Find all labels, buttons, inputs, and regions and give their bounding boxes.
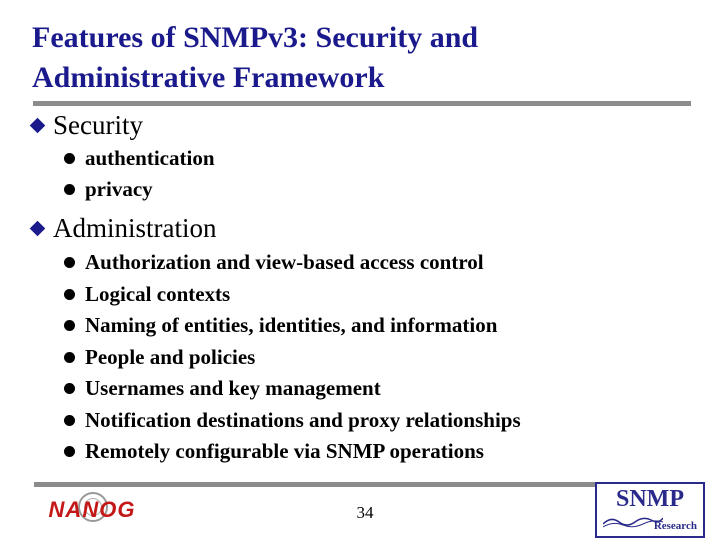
bullet-item <box>64 344 255 370</box>
dot-bullet-icon <box>64 320 75 331</box>
footer-divider <box>34 482 600 487</box>
research-logo-text: Research <box>653 520 697 532</box>
dot-bullet-icon <box>64 446 75 457</box>
bullet-item <box>64 375 381 401</box>
snmp-research-logo <box>595 482 705 538</box>
bullet-item-label: privacy <box>85 176 153 201</box>
bullet-item <box>64 249 484 275</box>
dot-bullet-icon <box>64 153 75 164</box>
bullet-item-label: Remotely configurable via SNMP operations <box>85 438 484 463</box>
bullet-item <box>64 438 484 464</box>
bullet-item-label: Usernames and key management <box>85 375 381 400</box>
bullet-item-label: Logical contexts <box>85 281 231 306</box>
bullet-item-label: People and policies <box>85 344 256 369</box>
dot-bullet-icon <box>64 352 75 363</box>
bullet-item <box>64 407 521 433</box>
bullet-item <box>64 281 230 307</box>
bullet-item-label: Naming of entities, identities, and information <box>85 312 498 337</box>
dot-bullet-icon <box>64 184 75 195</box>
slide-title-line2: Administrative Framework <box>32 61 385 94</box>
dot-bullet-icon <box>64 415 75 426</box>
diamond-bullet-icon <box>30 220 46 236</box>
section-security-heading <box>30 110 143 140</box>
snmp-logo-text: SNMP <box>616 486 684 512</box>
diamond-bullet-icon <box>30 117 46 133</box>
bullet-item <box>64 312 497 338</box>
bullet-item <box>64 176 153 202</box>
dot-bullet-icon <box>64 257 75 268</box>
bullet-item-label: Authorization and view-based access control <box>85 249 484 274</box>
slide-title-line1: Features of SNMPv3: Security and <box>32 21 479 54</box>
bullet-item-label: Notification destinations and proxy relationships <box>85 407 521 432</box>
section-heading-label: Administration <box>53 212 217 243</box>
section-heading-label: Security <box>53 109 143 140</box>
nanog-logo <box>40 490 144 526</box>
title-divider <box>33 101 691 106</box>
nanog-logo-text: NANOG <box>48 497 136 522</box>
bullet-item-label: authentication <box>85 145 215 170</box>
slide-title <box>32 18 672 98</box>
dot-bullet-icon <box>64 289 75 300</box>
dot-bullet-icon <box>64 383 75 394</box>
bullet-item <box>64 145 215 171</box>
page-number: 34 <box>356 503 374 522</box>
section-administration-heading <box>30 213 217 243</box>
